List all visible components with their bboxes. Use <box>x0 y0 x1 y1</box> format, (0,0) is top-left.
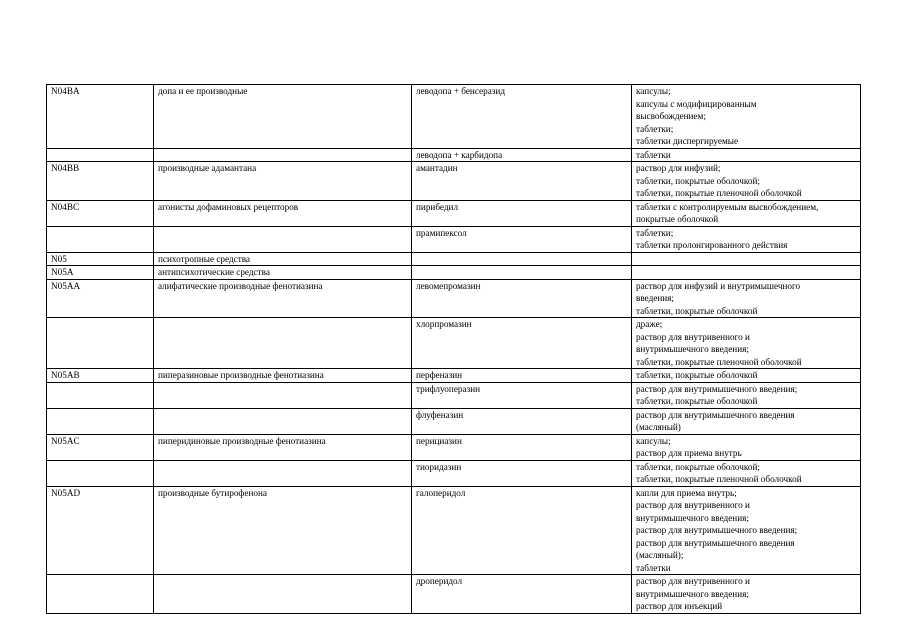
drug-name-cell: левомепромазин <box>412 279 632 318</box>
drug-name-cell: галоперидол <box>412 486 632 575</box>
atc-code-cell: N04BB <box>47 162 154 201</box>
dosage-form-line: высвобождением; <box>636 111 706 121</box>
dosage-form-line: раствор для инфузий и внутримышечного <box>636 280 801 291</box>
atc-code-cell: N05A <box>47 266 154 280</box>
dosage-form-line: таблетки пролонгированного действия <box>636 240 788 250</box>
dosage-forms-cell <box>632 434 861 460</box>
dosage-forms-cell <box>632 575 861 614</box>
table-body <box>47 85 861 614</box>
atc-code-cell: N05 <box>47 252 154 266</box>
table-row <box>47 200 861 226</box>
dosage-forms-cell <box>632 200 861 226</box>
dosage-form-line: капсулы; <box>636 435 671 446</box>
dosage-form-line: таблетки с контролируемым высвобождением, <box>636 201 819 212</box>
dosage-form-line: таблетки, покрытые пленочной оболочкой <box>636 356 802 367</box>
drug-name-cell: хлорпромазин <box>412 318 632 369</box>
table-row <box>47 460 861 486</box>
pharmacological-group-cell <box>154 318 412 369</box>
table-row <box>47 408 861 434</box>
atc-code-cell <box>47 226 154 252</box>
drug-name-cell: дроперидол <box>412 575 632 614</box>
table-row <box>47 575 861 614</box>
dosage-form-line: раствор для внутримышечного введения <box>636 409 795 420</box>
dosage-form-line: раствор для приема внутрь <box>636 448 742 458</box>
table-row <box>47 486 861 575</box>
atc-code-cell <box>47 382 154 408</box>
pharmacological-group-cell <box>154 575 412 614</box>
dosage-form-line: таблетки <box>636 149 671 160</box>
dosage-forms-cell <box>632 279 861 318</box>
pharmacological-group-cell <box>154 382 412 408</box>
dosage-forms-cell <box>632 162 861 201</box>
atc-code-cell <box>47 575 154 614</box>
table-row <box>47 162 861 201</box>
dosage-forms-cell <box>632 382 861 408</box>
dosage-form-line: внутримышечного введения; <box>636 512 749 523</box>
pharmacological-group-cell <box>154 408 412 434</box>
dosage-forms-cell <box>632 148 861 162</box>
dosage-form-line: раствор для внутримышечного введения; <box>636 383 798 394</box>
pharmacological-group-cell: алифатические производные фенотиазина <box>154 279 412 318</box>
dosage-forms-cell <box>632 318 861 369</box>
dosage-form-line: внутримышечного введения; <box>636 344 749 354</box>
dosage-form-line: покрытые оболочкой <box>636 214 719 224</box>
table-row <box>47 318 861 369</box>
dosage-form-line: драже; <box>636 319 663 329</box>
atc-code-cell <box>47 318 154 369</box>
pharmacological-group-cell: допа и ее производные <box>154 85 412 149</box>
dosage-form-line: раствор для инфузий; <box>636 163 721 173</box>
drug-name-cell: амантадин <box>412 162 632 201</box>
dosage-forms-cell <box>632 266 861 280</box>
dosage-forms-cell <box>632 226 861 252</box>
pharmacological-group-cell <box>154 226 412 252</box>
atc-code-cell: N05AB <box>47 369 154 383</box>
dosage-form-line: раствор для инъекций <box>636 601 723 611</box>
dosage-form-line: (масляный); <box>636 550 684 560</box>
table-row <box>47 85 861 149</box>
dosage-form-line: таблетки; <box>636 227 674 238</box>
atc-code-cell: N05AA <box>47 279 154 318</box>
dosage-form-line: таблетки, покрытые оболочкой <box>636 370 758 380</box>
dosage-form-line: раствор для внутривенного и <box>636 576 750 586</box>
atc-code-cell: N05AD <box>47 486 154 575</box>
atc-code-cell <box>47 460 154 486</box>
dosage-form-line: таблетки, покрытые оболочкой; <box>636 461 760 472</box>
dosage-forms-cell <box>632 486 861 575</box>
drug-name-cell <box>412 266 632 280</box>
atc-code-cell: N04BA <box>47 85 154 149</box>
table-row <box>47 266 861 280</box>
pharmacological-group-cell <box>154 460 412 486</box>
dosage-form-line: (масляный) <box>636 422 681 432</box>
drug-name-cell: пирибедил <box>412 200 632 226</box>
pharmacological-group-cell: антипсихотические средства <box>154 266 412 280</box>
drug-name-cell: прамипексол <box>412 226 632 252</box>
dosage-forms-cell <box>632 460 861 486</box>
dosage-form-line: раствор для внутримышечного введения; <box>636 525 798 535</box>
dosage-forms-cell <box>632 408 861 434</box>
dosage-form-line: таблетки; <box>636 123 674 134</box>
dosage-form-line: таблетки, покрытые оболочкой; <box>636 175 760 186</box>
table-row <box>47 369 861 383</box>
drug-name-cell: леводопа + бенсеразид <box>412 85 632 149</box>
pharmacological-group-cell: пиперазиновые производные фенотиазина <box>154 369 412 383</box>
dosage-forms-cell <box>632 85 861 149</box>
table-row <box>47 148 861 162</box>
drug-name-cell: тиоридазин <box>412 460 632 486</box>
pharmacological-group-cell: производные бутирофенона <box>154 486 412 575</box>
dosage-form-line: введения; <box>636 293 674 303</box>
dosage-form-line: капсулы; <box>636 86 671 96</box>
drug-name-cell: леводопа + карбидопа <box>412 148 632 162</box>
dosage-form-line: внутримышечного введения; <box>636 588 749 599</box>
pharmacological-group-cell: пиперидиновые производные фенотиазина <box>154 434 412 460</box>
dosage-form-line: капсулы с модифицированным <box>636 98 757 109</box>
drug-name-cell: трифлуоперазин <box>412 382 632 408</box>
table-row <box>47 226 861 252</box>
drug-name-cell: флуфеназин <box>412 408 632 434</box>
dosage-form-line: таблетки диспергируемые <box>636 136 739 146</box>
pharmacological-group-cell: агонисты дофаминовых рецепторов <box>154 200 412 226</box>
table-row <box>47 252 861 266</box>
pharmacological-group-cell: психотропные средства <box>154 252 412 266</box>
dosage-form-line: раствор для внутривенного и <box>636 500 750 510</box>
drug-name-cell <box>412 252 632 266</box>
dosage-form-line: капли для приема внутрь; <box>636 487 737 498</box>
pharmacological-group-cell: производные адамантана <box>154 162 412 201</box>
atc-code-cell <box>47 408 154 434</box>
atc-code-cell <box>47 148 154 162</box>
dosage-form-line: таблетки <box>636 562 671 573</box>
drug-name-cell: перфеназин <box>412 369 632 383</box>
dosage-forms-cell <box>632 252 861 266</box>
dosage-forms-cell <box>632 369 861 383</box>
dosage-form-line: таблетки, покрытые оболочкой <box>636 305 758 316</box>
table-row <box>47 279 861 318</box>
atc-code-cell: N04BC <box>47 200 154 226</box>
dosage-form-line: раствор для внутривенного и <box>636 331 750 342</box>
drug-classification-table <box>46 84 861 614</box>
dosage-form-line: раствор для внутримышечного введения <box>636 537 795 548</box>
table-row <box>47 434 861 460</box>
dosage-form-line: таблетки, покрытые оболочкой <box>636 396 758 406</box>
pharmacological-group-cell <box>154 148 412 162</box>
dosage-form-line: таблетки, покрытые пленочной оболочкой <box>636 474 802 484</box>
atc-code-cell: N05AC <box>47 434 154 460</box>
table-row <box>47 382 861 408</box>
dosage-form-line: таблетки, покрытые пленочной оболочкой <box>636 188 802 198</box>
drug-name-cell: перициазин <box>412 434 632 460</box>
